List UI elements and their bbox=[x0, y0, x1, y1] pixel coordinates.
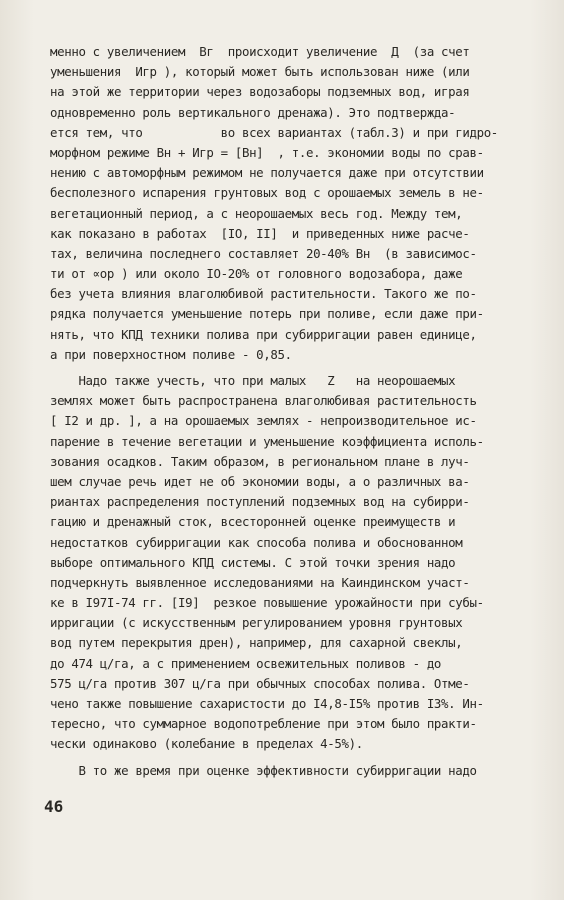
paragraph-2 bbox=[50, 371, 550, 755]
text-line: бесполезного испарения грунтовых вод с орошаемых земель в не- bbox=[50, 185, 484, 201]
text-line: вегетационный период, а с неорошаемых весь год. Между тем, bbox=[50, 205, 463, 221]
paragraph-3 bbox=[50, 761, 550, 781]
text-line: парение в течение вегетации и уменьшение коэффициента исполь- bbox=[50, 433, 484, 449]
text-line: одновременно роль вертикального дренажа). Это подтвержда- bbox=[50, 104, 456, 120]
body-text bbox=[50, 42, 550, 781]
text-line: нению с автоморфным режимом не получается даже при отсутствии bbox=[50, 165, 484, 181]
text-line: подчеркнуть выявленное исследованиями на Каиндинском участ- bbox=[50, 574, 470, 590]
text-line: менно с увеличением Bг происходит увеличение Д (за счет bbox=[50, 44, 470, 59]
text-line: [ I2 и др. ], а на орошаемых землях - непроизводительное ис- bbox=[50, 413, 477, 429]
text-line: до 474 ц/га, а с применением освежительных поливов - до bbox=[50, 655, 442, 671]
text-line: а при поверхностном поливе - 0,85. bbox=[50, 346, 292, 362]
text-line: вод путем перекрытия дрен), например, для сахарной свеклы, bbox=[50, 635, 463, 651]
text-line: чески одинаково (колебание в пределах 4-5%). bbox=[50, 736, 363, 752]
text-line: В то же время при оценке эффективности субирригации надо bbox=[50, 762, 477, 778]
text-line: ется тем, что во всех вариантах (табл.3) и при гидро- bbox=[50, 124, 498, 140]
text-line: тересно, что суммарное водопотребление при этом было практи- bbox=[50, 716, 477, 732]
text-line: на этой же территории через водозаборы подземных вод, играя bbox=[50, 84, 470, 100]
text-line: ирригации (с искусственным регулированием уровня грунтовых bbox=[50, 615, 463, 631]
text-line: шем случае речь идет не об экономии воды, а о различных ва- bbox=[50, 473, 470, 489]
text-line: морфном режиме Вн + Игр = [Вн] , т.е. экономии воды по срав- bbox=[50, 144, 484, 160]
text-line: чено также повышение сахаристости до I4,8-I5% против I3%. Ин- bbox=[50, 696, 484, 711]
text-line: Надо также учесть, что при малых Z на неорошаемых bbox=[50, 373, 456, 388]
text-line: риантах распределения поступлений подземных вод на субирри- bbox=[50, 494, 470, 510]
text-line: 575 ц/га против 307 ц/га при обычных способах полива. Отме- bbox=[50, 675, 470, 691]
text-line: ти от ∝ор ) или около IO-20% от головного водозабора, даже bbox=[50, 266, 463, 282]
paragraph-1 bbox=[50, 42, 550, 365]
text-line: как показано в работах [IO, II] и приведенных ниже расче- bbox=[50, 225, 470, 241]
text-line: нять, что КПД техники полива при субирригации равен единице, bbox=[50, 326, 477, 342]
text-line: гацию и дренажный сток, всесторонней оценке преимуществ и bbox=[50, 514, 456, 530]
text-line: зования осадков. Таким образом, в региональном плане в луч- bbox=[50, 453, 470, 469]
text-line: тах, величина последнего составляет 20-40% Вн (в зависимос- bbox=[50, 245, 477, 261]
text-line: уменьшения Игр ), который может быть использован ниже (или bbox=[50, 64, 470, 80]
text-line: рядка получается уменьшение потерь при поливе, если даже при- bbox=[50, 306, 484, 322]
text-line: ке в I97I-74 гг. [I9] резкое повышение урожайности при субы- bbox=[50, 595, 484, 611]
page-number: 46 bbox=[44, 797, 64, 816]
text-line: выборе оптимального КПД системы. С этой точки зрения надо bbox=[50, 554, 456, 570]
text-line: землях может быть распространена влаголюбивая растительность bbox=[50, 393, 477, 409]
text-line: недостатков субирригации как способа полива и обоснованном bbox=[50, 534, 463, 550]
text-line: без учета влияния влаголюбивой растительности. Такого же по- bbox=[50, 286, 477, 302]
